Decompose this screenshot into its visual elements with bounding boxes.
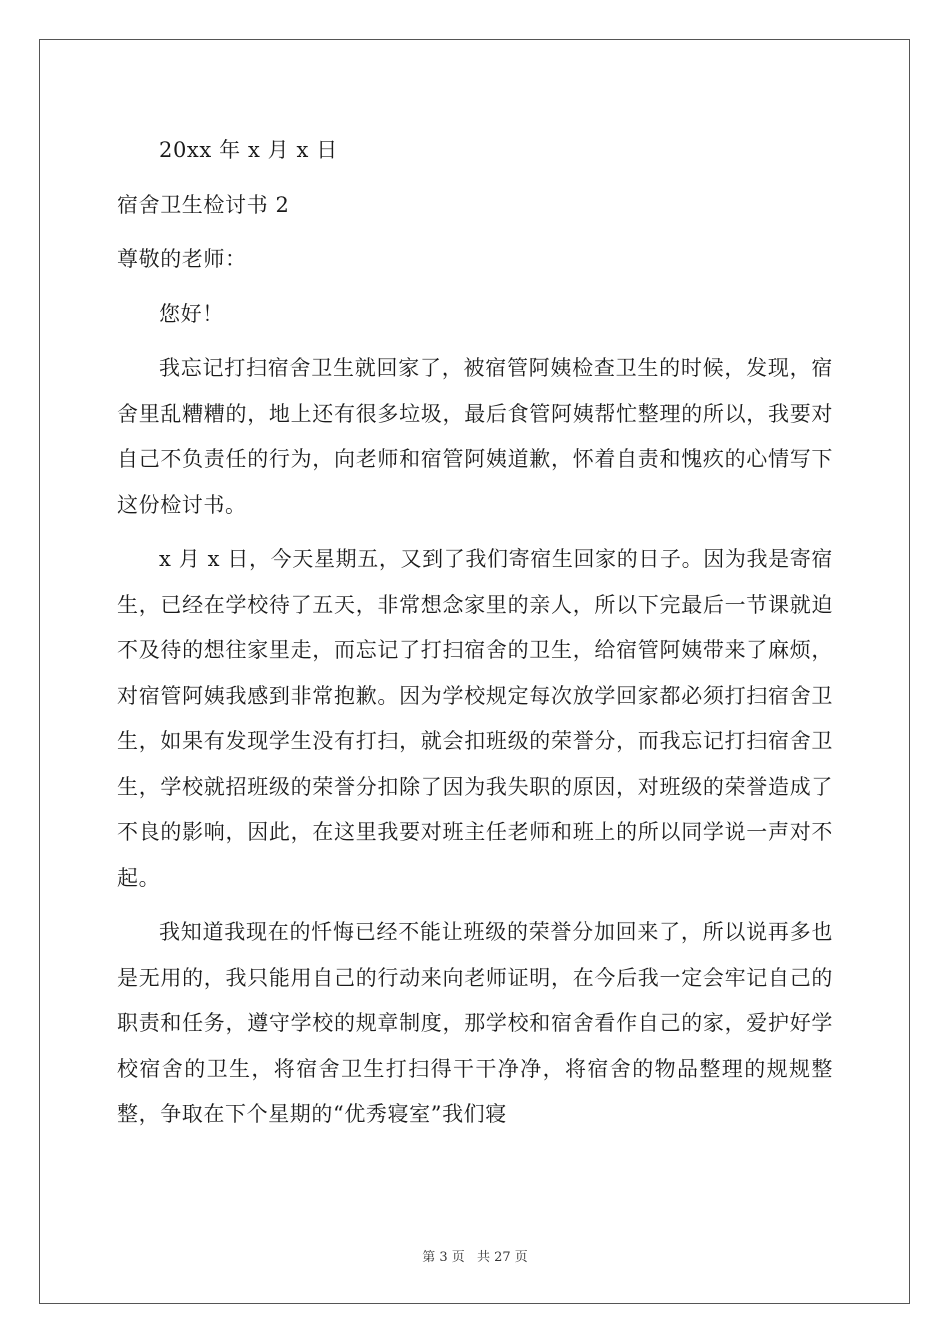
paragraph-3: 我知道我现在的忏悔已经不能让班级的荣誉分加回来了，所以说再多也是无用的，我只能用自己的行动来向老师证明，在今后我一定会牢记自己的职责和任务，遵守学校的规章制度，那学校和宿舍看作自己的家，爱护好学校宿舍的卫生，将宿舍卫生打扫得干干净净，将宿舍的物品整理的规规整整，争取在下个星期的“优秀寝室”我们寝	[117, 920, 833, 1126]
page-footer	[0, 1246, 950, 1265]
greeting: 您好！	[159, 301, 224, 326]
page-number: 第 3 页	[422, 1250, 465, 1265]
paragraph-1: 我忘记打扫宿舍卫生就回家了，被宿管阿姨检查卫生的时候，发现，宿舍里乱糟糟的，地上还有很多垃圾，最后食管阿姨帮忙整理的所以，我要对自己不负责任的行为，向老师和宿管阿姨道歉，怀着自责和愧疚的心情写下这份检讨书。	[117, 356, 833, 517]
date-line: 20xx 年 x 月 x 日	[159, 138, 338, 162]
document-body	[117, 128, 833, 1147]
salutation: 尊敬的老师：	[117, 247, 247, 271]
page-total: 共 27 页	[476, 1250, 528, 1265]
paragraph-2: x 月 x 日，今天星期五，又到了我们寄宿生回家的日子。因为我是寄宿生，已经在学校待了五天，非常想念家里的亲人，所以下完最后一节课就迫不及待的想往家里走，而忘记了打扫宿舍的卫生，给宿管阿姨带来了麻烦，对宿管阿姨我感到非常抱歉。因为学校规定每次放学回家都必须打扫宿舍卫生，如果有发现学生没有打扫，就会扣班级的荣誉分，而我忘记打扫宿舍卫生，学校就招班级的荣誉分扣除了因为我失职的原因，对班级的荣誉造成了不良的影响，因此，在这里我要对班主任老师和班上的所以同学说一声对不起。	[117, 547, 833, 890]
document-title: 宿舍卫生检讨书 2	[117, 192, 290, 217]
